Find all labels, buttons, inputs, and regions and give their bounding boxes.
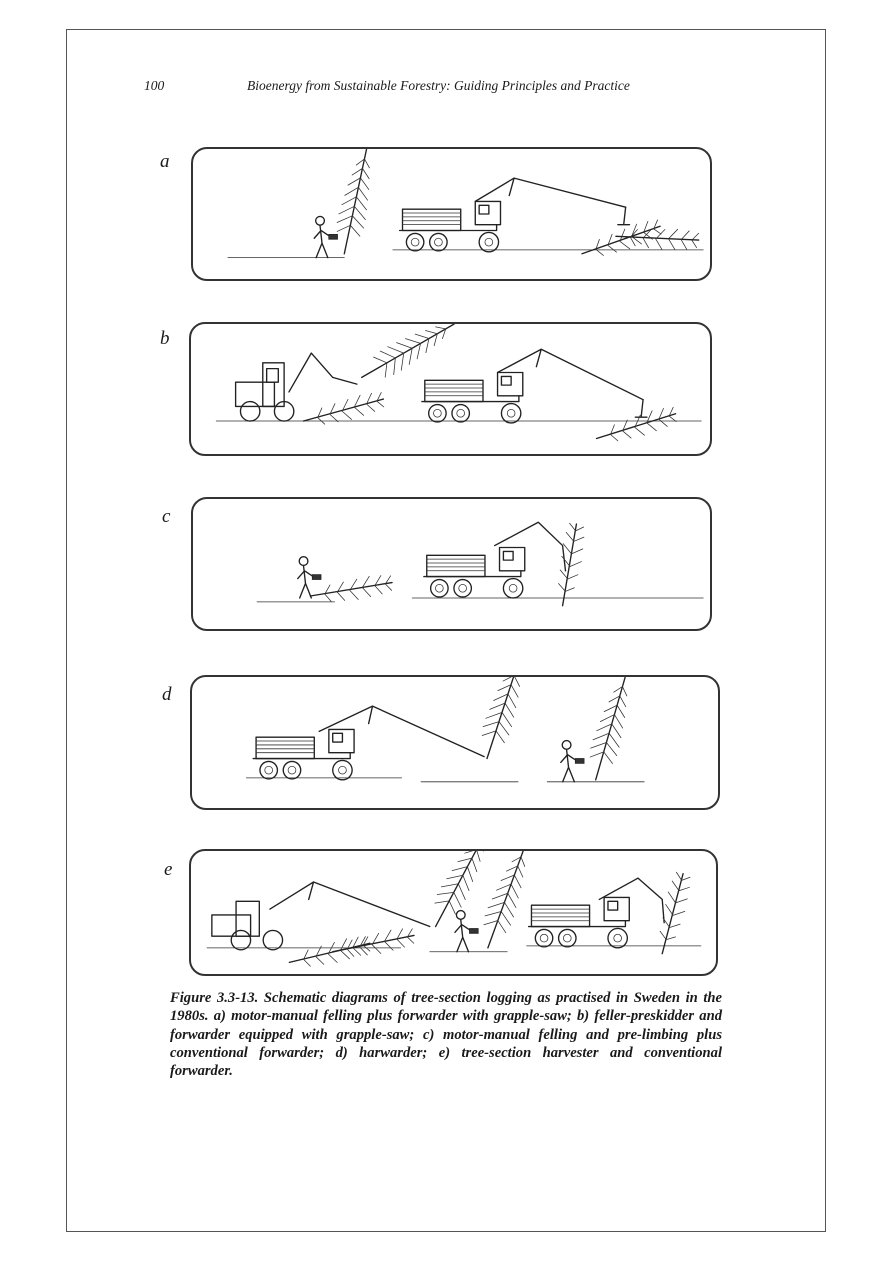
panel-b (189, 322, 712, 456)
panel-e (189, 849, 718, 976)
running-title: Bioenergy from Sustainable Forestry: Guiding Principles and Practice (247, 78, 630, 93)
panel-a (191, 147, 712, 281)
panel-label-a: a (160, 151, 170, 172)
page-number: 100 (144, 78, 165, 93)
panel-e-illustration (191, 851, 716, 974)
panel-label-c: c (162, 506, 171, 527)
panel-a-illustration (193, 149, 710, 279)
panel-d (190, 675, 720, 810)
panel-label-b: b (160, 328, 170, 349)
panel-d-illustration (192, 677, 718, 808)
running-header (144, 78, 744, 94)
panel-b-illustration (191, 324, 710, 454)
panel-label-d: d (162, 684, 172, 705)
panel-label-e: e (164, 859, 173, 880)
panel-c-illustration (193, 499, 710, 629)
figure-caption: Figure 3.3-13. Schematic diagrams of tree-section logging as practised in Sweden in the 1980s. a) motor-manual felling plus forwarder with grapple-saw; b) feller-preskidder and forwarder equipped with grapple-saw; c) motor-manual felling and pre-limbing plus conventional forwarder; d) harwarder; e) tree-section harvester and conventional forwarder. (170, 990, 722, 1080)
panel-c (191, 497, 712, 631)
